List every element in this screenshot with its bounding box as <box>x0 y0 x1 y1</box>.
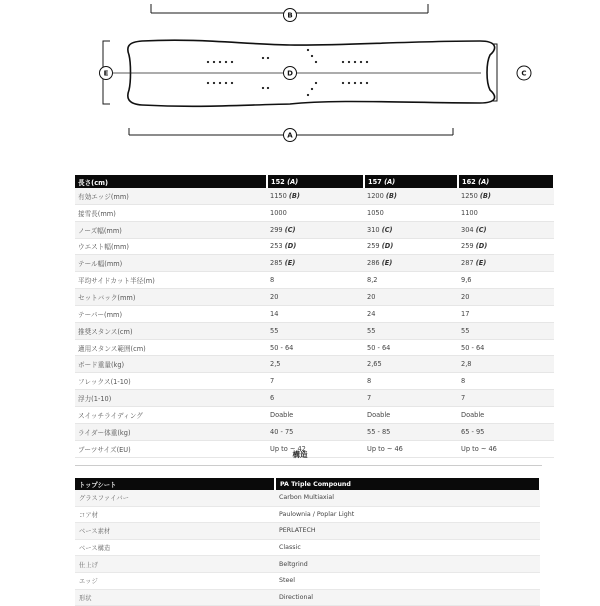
spec-header-162: 162 (A) <box>458 175 554 188</box>
insert-hole <box>231 82 233 84</box>
insert-hole <box>348 82 350 84</box>
spec-cell: 1100 <box>458 204 554 221</box>
spec-row-label: テール幅(mm) <box>75 255 267 272</box>
spec-cell: Doable <box>364 406 458 423</box>
spec-row <box>75 339 554 356</box>
insert-hole <box>213 61 215 63</box>
spec-cell: 7 <box>267 373 364 390</box>
insert-hole <box>267 87 269 89</box>
spec-row <box>75 238 554 255</box>
spec-cell: 24 <box>364 305 458 322</box>
construction-row-value: Paulownia / Poplar Light <box>275 506 540 523</box>
spec-row-label: ノーズ幅(mm) <box>75 221 267 238</box>
spec-row-label: 接雪長(mm) <box>75 204 267 221</box>
spec-row-label: テーパー(mm) <box>75 305 267 322</box>
insert-hole <box>207 82 209 84</box>
construction-title: 構造 <box>292 450 308 459</box>
insert-hole <box>315 82 317 84</box>
construction-row <box>75 523 540 540</box>
dim-d-label: D <box>287 69 293 78</box>
dim-e-label: E <box>103 69 109 78</box>
construction-row <box>75 589 540 606</box>
construction-row-label: コア材 <box>75 506 275 523</box>
insert-hole <box>360 82 362 84</box>
spec-cell: 285 (E) <box>267 255 364 272</box>
spec-cell: 8,2 <box>364 272 458 289</box>
insert-hole <box>307 94 309 96</box>
insert-hole <box>354 82 356 84</box>
spec-cell: 7 <box>458 390 554 407</box>
spec-row <box>75 423 554 440</box>
spec-cell: 55 <box>267 322 364 339</box>
spec-row <box>75 204 554 221</box>
spec-cell: 8 <box>458 373 554 390</box>
spec-cell: 40 - 75 <box>267 423 364 440</box>
spec-row-label: フレックス(1-10) <box>75 373 267 390</box>
insert-hole <box>360 61 362 63</box>
construction-header-row <box>75 478 540 490</box>
spec-row <box>75 255 554 272</box>
spec-cell: 8 <box>267 272 364 289</box>
spec-cell: 1200 (B) <box>364 188 458 204</box>
insert-hole <box>311 88 313 90</box>
spec-row-label: ブーツサイズ(EU) <box>75 440 267 457</box>
insert-hole <box>267 57 269 59</box>
construction-row <box>75 572 540 589</box>
insert-hole <box>262 57 264 59</box>
construction-row <box>75 506 540 523</box>
spec-header-152: 152 (A) <box>267 175 364 188</box>
spec-cell: 20 <box>267 289 364 306</box>
construction-row-value: Carbon Multiaxial <box>275 490 540 506</box>
spec-cell: 17 <box>458 305 554 322</box>
construction-row-label: グラスファイバー <box>75 490 275 506</box>
spec-cell: Up to ~ 46 <box>458 440 554 457</box>
insert-hole <box>225 82 227 84</box>
spec-cell: 259 (D) <box>458 238 554 255</box>
construction-row-label: ベース素材 <box>75 523 275 540</box>
insert-hole <box>315 61 317 63</box>
spec-header-157: 157 (A) <box>364 175 458 188</box>
construction-header-value: PA Triple Compound <box>275 478 540 490</box>
spec-cell: 304 (C) <box>458 221 554 238</box>
spec-row-label: セットバック(mm) <box>75 289 267 306</box>
insert-hole <box>307 49 309 51</box>
spec-cell: 1150 (B) <box>267 188 364 204</box>
spec-cell: 55 - 85 <box>364 423 458 440</box>
spec-cell: Doable <box>458 406 554 423</box>
spec-cell: 8 <box>364 373 458 390</box>
spec-row <box>75 356 554 373</box>
spec-row <box>75 322 554 339</box>
spec-cell: 14 <box>267 305 364 322</box>
spec-row <box>75 272 554 289</box>
spec-row <box>75 373 554 390</box>
spec-row-label: 浮力(1-10) <box>75 390 267 407</box>
spec-row-label: ウエスト幅(mm) <box>75 238 267 255</box>
insert-hole <box>219 82 221 84</box>
spec-cell: Up to ~ 42 <box>267 440 364 457</box>
spec-cell: 50 - 64 <box>458 339 554 356</box>
construction-row-label: 仕上げ <box>75 556 275 573</box>
insert-hole <box>219 61 221 63</box>
spec-row <box>75 221 554 238</box>
spec-header-row <box>75 175 554 188</box>
construction-row <box>75 539 540 556</box>
insert-hole <box>231 61 233 63</box>
spec-row-label: 適用スタンス範囲(cm) <box>75 339 267 356</box>
spec-row-label: 有効エッジ(mm) <box>75 188 267 204</box>
spec-row <box>75 305 554 322</box>
spec-header-length: 長さ(cm) <box>75 175 267 188</box>
construction-row-value: Beltgrind <box>275 556 540 573</box>
spec-row-label: ボード重量(kg) <box>75 356 267 373</box>
spec-cell: 287 (E) <box>458 255 554 272</box>
construction-row-value: Directional <box>275 589 540 606</box>
spec-cell: 6 <box>267 390 364 407</box>
spec-cell: 50 - 64 <box>267 339 364 356</box>
construction-row-value: Steel <box>275 572 540 589</box>
construction-header-label: トップシート <box>75 478 275 490</box>
dim-a-label: A <box>287 131 293 140</box>
construction-row-label: 形状 <box>75 589 275 606</box>
construction-row <box>75 556 540 573</box>
spec-row <box>75 188 554 204</box>
spec-cell: 50 - 64 <box>364 339 458 356</box>
insert-hole <box>348 61 350 63</box>
insert-hole <box>207 61 209 63</box>
insert-hole <box>262 87 264 89</box>
spec-cell: 20 <box>364 289 458 306</box>
spec-cell: 1000 <box>267 204 364 221</box>
spec-cell: 2,65 <box>364 356 458 373</box>
construction-row-label: ベース構造 <box>75 539 275 556</box>
spec-cell: 20 <box>458 289 554 306</box>
spec-cell: 55 <box>458 322 554 339</box>
construction-row-value: PERLATECH <box>275 523 540 540</box>
construction-row-label: エッジ <box>75 572 275 589</box>
construction-divider <box>75 465 542 466</box>
insert-hole <box>366 61 368 63</box>
construction-row <box>75 490 540 506</box>
insert-hole <box>342 61 344 63</box>
spec-cell: 55 <box>364 322 458 339</box>
dim-b-label: B <box>287 11 293 20</box>
spec-cell: 253 (D) <box>267 238 364 255</box>
spec-row <box>75 406 554 423</box>
spec-row <box>75 390 554 407</box>
spec-row-label: 平均サイドカット半径(m) <box>75 272 267 289</box>
spec-cell: 1050 <box>364 204 458 221</box>
insert-hole <box>311 55 313 57</box>
insert-hole <box>366 82 368 84</box>
spec-row-label: スイッチライディング <box>75 406 267 423</box>
spec-cell: 2,5 <box>267 356 364 373</box>
spec-row-label: ライダー体重(kg) <box>75 423 267 440</box>
insert-hole <box>342 82 344 84</box>
insert-hole <box>354 61 356 63</box>
construction-table <box>75 478 541 606</box>
spec-cell: 1250 (B) <box>458 188 554 204</box>
spec-cell: Doable <box>267 406 364 423</box>
spec-table <box>75 175 555 458</box>
spec-cell: 65 - 95 <box>458 423 554 440</box>
construction-row-value: Classic <box>275 539 540 556</box>
insert-hole <box>225 61 227 63</box>
spec-cell: 310 (C) <box>364 221 458 238</box>
spec-cell: 2,8 <box>458 356 554 373</box>
board-dimension-diagram <box>0 0 600 170</box>
spec-row <box>75 289 554 306</box>
spec-cell: 7 <box>364 390 458 407</box>
spec-row-label: 推奨スタンス(cm) <box>75 322 267 339</box>
insert-hole <box>213 82 215 84</box>
spec-cell: Up to ~ 46 <box>364 440 458 457</box>
spec-cell: 286 (E) <box>364 255 458 272</box>
spec-cell: 299 (C) <box>267 221 364 238</box>
spec-cell: 9,6 <box>458 272 554 289</box>
spec-cell: 259 (D) <box>364 238 458 255</box>
dim-c-label: C <box>521 69 527 78</box>
